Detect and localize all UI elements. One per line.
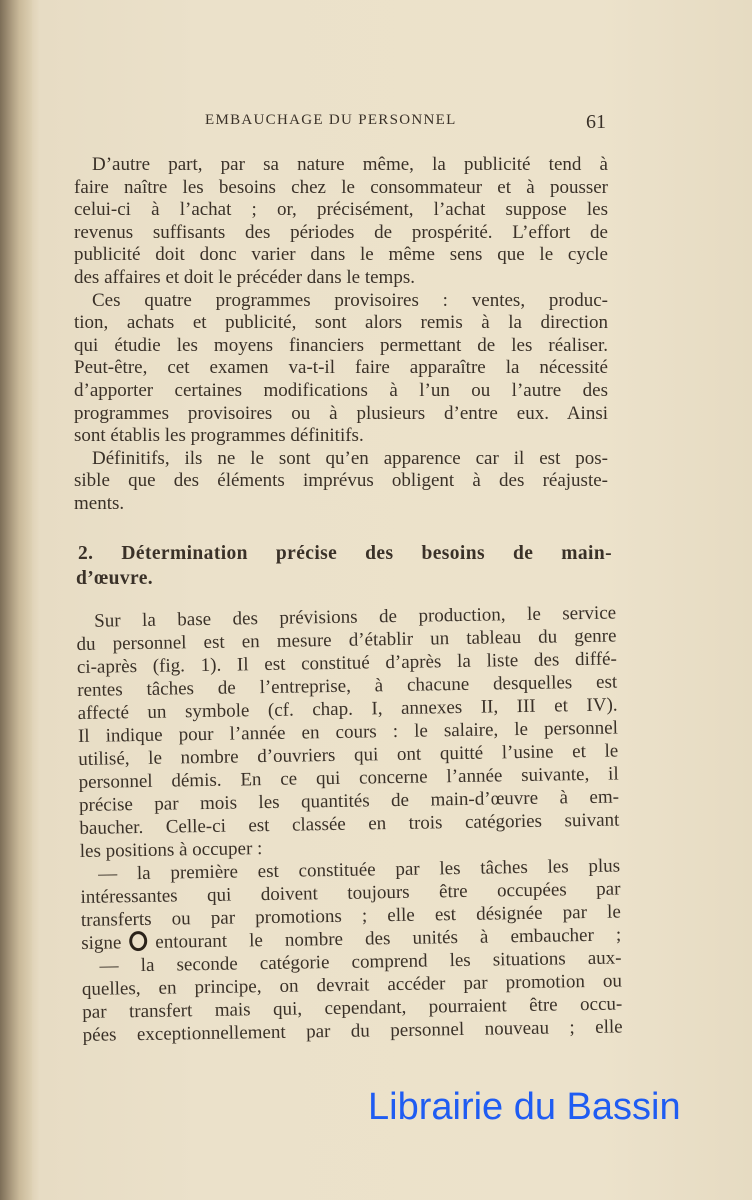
text-line: d’apporter certaines modifications à l’un ou l’autre des — [74, 379, 608, 401]
text-fragment: entourant le nombre des unités à embaucher ; — [155, 924, 622, 953]
text-line: Ces quatre programmes provisoires : ventes, produc- — [92, 289, 608, 311]
text-line: par transfert mais qui, cependant, pourraient être occu- — [82, 993, 623, 1023]
heading-line: d’œuvre. — [76, 568, 154, 589]
text-line: ments. — [74, 492, 125, 514]
text-line: utilisé, le nombre d’ouvriers qui ont quitté l’usine et le — [78, 740, 619, 770]
text-line: Peut-être, cet examen va-t-il faire apparaître la nécessité — [74, 357, 608, 379]
page-number: 61 — [586, 111, 606, 133]
text-line: transferts ou par promotions ; elle est désignée par le — [80, 901, 621, 931]
body-text-top — [74, 154, 608, 516]
circle-symbol-icon — [129, 931, 147, 951]
heading-line: 2. Détermination précise des besoins de main- — [78, 543, 612, 564]
text-line: précise par mois les quantités de main-d’œuvre à em- — [78, 786, 620, 816]
text-line: publicité doit donc varier dans le même sens que le cycle — [74, 244, 608, 266]
text-line: celui-ci à l’achat ; or, précisément, l’achat suppose les — [74, 199, 608, 221]
text-line: Définitifs, ils ne le sont qu’en apparence car il est pos- — [92, 447, 608, 469]
section-heading — [78, 541, 612, 591]
text-line: rentes tâches de l’entreprise, à chacune desquelles est — [77, 671, 618, 701]
text-line: qui étudie les moyens financiers permettant de les réaliser. — [74, 334, 608, 356]
page-gutter — [0, 0, 32, 1200]
text-line: — la première est constituée par les tâches les plus — [97, 855, 621, 885]
text-line: personnel démis. En ce qui concerne l’année suivante, il — [78, 763, 619, 793]
text-line: quelles, en principe, on devrait accéder par promotion ou — [81, 970, 623, 1000]
text-fragment: signe — [81, 932, 122, 954]
text-line: D’autre part, par sa nature même, la publicité tend à — [92, 154, 608, 175]
text-line: — la seconde catégorie comprend les situations aux- — [99, 947, 622, 977]
text-line: Sur la base des prévisions de production, le service — [94, 602, 617, 632]
text-line: les positions à occuper : — [79, 838, 263, 862]
text-line: intéressantes qui doivent toujours être occupées par — [80, 878, 621, 908]
text-line: Il indique pour l’année en cours : le salaire, le personnel — [77, 717, 619, 747]
body-text-bottom — [76, 602, 623, 1047]
text-line: du personnel est en mesure d’établir un tableau du genre — [76, 625, 617, 655]
text-line: affecté un symbole (cf. chap. I, annexes II, III et IV). — [77, 694, 618, 724]
text-line: faire naître les besoins chez le consommateur et à pousser — [74, 176, 608, 198]
text-line: sont établis les programmes définitifs. — [74, 425, 364, 447]
text-line: tion, achats et publicité, sont alors remis à la direction — [74, 312, 608, 334]
text-line: ci-après (fig. 1). Il est constitué d’après la liste des diffé- — [76, 648, 618, 678]
text-line: revenus suffisants des périodes de prospérité. L’effort de — [74, 221, 608, 243]
running-title: EMBAUCHAGE DU PERSONNEL — [205, 112, 457, 128]
text-line: des affaires et doit le précéder dans le temps. — [74, 266, 415, 288]
text-line: sible que des éléments imprévus obligent à des réajuste- — [74, 470, 608, 492]
text-line: programmes provisoires ou à plusieurs d’entre eux. Ainsi — [74, 402, 608, 424]
watermark: Librairie du Bassin — [368, 1086, 681, 1128]
text-line: baucher. Celle-ci est classée en trois catégories suivant — [79, 809, 620, 839]
text-line: pées exceptionnellement par du personnel nouveau ; elle — [82, 1016, 623, 1046]
